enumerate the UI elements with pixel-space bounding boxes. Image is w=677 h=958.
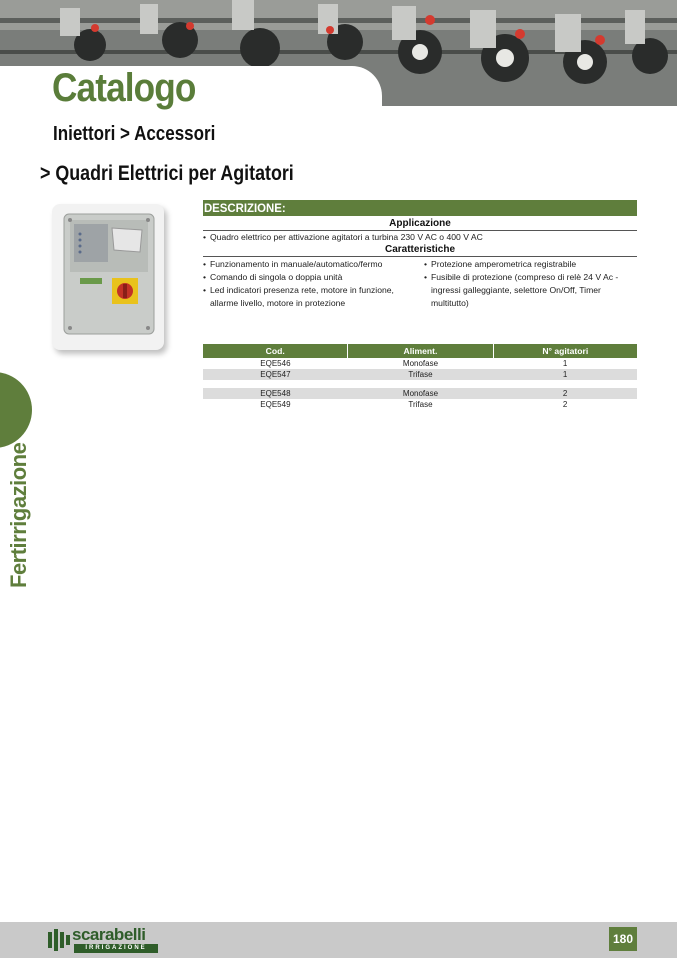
table-row	[203, 399, 637, 410]
cell-code: EQE549	[260, 400, 291, 409]
table-row	[203, 369, 637, 380]
list-item: • Fusibile di protezione (compreso di relè 24 V Ac - ingressi galleggiante, selettore On/Off, Timer multitutto)	[424, 271, 636, 310]
column-header-power: Aliment.	[348, 344, 493, 358]
section-title: > Quadri Elettrici per Agitatori	[40, 162, 294, 185]
cell-power: Monofase	[402, 359, 439, 368]
table-spacer-row	[203, 380, 637, 388]
page-number: 180	[609, 927, 637, 951]
side-tab-marker	[0, 372, 32, 448]
list-item: • Comando di singola o doppia unità	[203, 271, 415, 284]
table-header-row	[203, 344, 637, 358]
cell-code: EQE548	[203, 388, 348, 399]
features-list-left	[203, 258, 415, 310]
product-table	[203, 344, 637, 410]
table-row	[203, 388, 637, 399]
description-header	[203, 200, 637, 216]
cell-agitators: 1	[493, 369, 637, 380]
cell-power: Trifase	[348, 369, 493, 380]
features-heading: Caratteristiche	[203, 243, 637, 257]
list-item: • Led indicatori presenza rete, motore in funzione, allarme livello, motore in protezione	[203, 284, 415, 310]
breadcrumb: Iniettori > Accessori	[53, 123, 216, 145]
column-header-code: Cod.	[203, 344, 348, 358]
cell-agitators: 2	[562, 400, 568, 409]
cell-agitators: 2	[493, 388, 637, 399]
list-item: • Funzionamento in manuale/automatico/fermo	[203, 258, 415, 271]
list-item: • Protezione amperometrica registrabile	[424, 258, 636, 271]
side-section-label: Fertirrigazione	[6, 442, 31, 588]
catalog-title: Catalogo	[52, 66, 196, 110]
cell-code: EQE546	[260, 359, 291, 368]
brand-name: scarabelli	[72, 925, 146, 944]
cell-agitators: 1	[562, 359, 568, 368]
cell-power: Monofase	[348, 388, 493, 399]
table-row	[203, 358, 637, 369]
brand-subtitle: IRRIGAZIONE	[74, 944, 158, 953]
control-panel-illustration	[52, 204, 164, 350]
description-header-label: DESCRIZIONE:	[203, 201, 286, 215]
features-list-right	[424, 258, 636, 310]
application-heading: Applicazione	[203, 217, 637, 231]
cell-code: EQE547	[203, 369, 348, 380]
product-photo	[52, 204, 164, 350]
cell-power: Trifase	[408, 400, 433, 409]
column-header-agitators: N° agitatori	[493, 344, 637, 358]
list-item: • Quadro elettrico per attivazione agitatori a turbina 230 V AC o 400 V AC	[203, 231, 633, 244]
